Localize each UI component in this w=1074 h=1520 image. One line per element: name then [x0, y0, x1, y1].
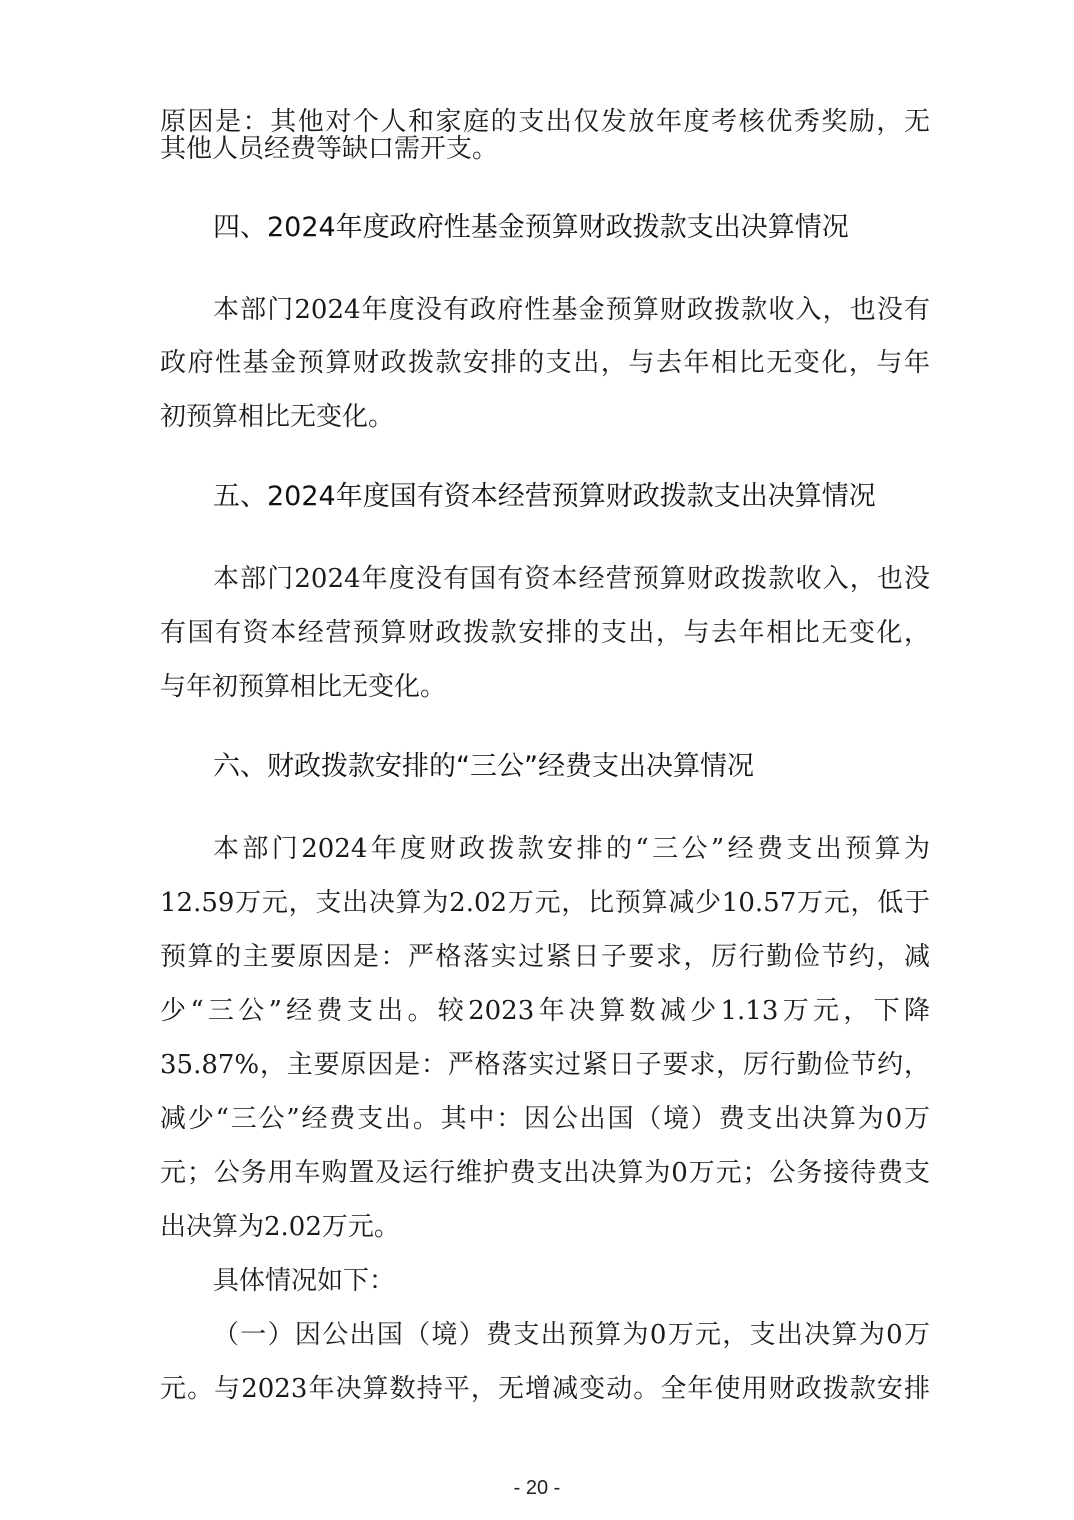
paragraph-line: 出决算为2.02万元。 [160, 1212, 400, 1242]
paragraph-line: 预算的主要原因是：严格落实过紧日子要求，厉行勤俭节约，减 [160, 942, 930, 972]
paragraph-line: 元。与2023年决算数持平，无增减变动。全年使用财政拨款安排 [160, 1374, 930, 1404]
paragraph-line: （一）因公出国（境）费支出预算为0万元，支出决算为0万 [213, 1320, 930, 1350]
paragraph-line: 12.59万元，支出决算为2.02万元，比预算减少10.57万元，低于 [160, 888, 930, 918]
paragraph-line: 35.87%，主要原因是：严格落实过紧日子要求，厉行勤俭节约， [160, 1050, 930, 1080]
paragraph-line: 本部门2024年度没有国有资本经营预算财政拨款收入，也没 [213, 564, 930, 594]
section-heading-6: 六、财政拨款安排的“三公”经费支出决算情况 [213, 751, 754, 782]
paragraph-line: 减少“三公”经费支出。其中：因公出国（境）费支出决算为0万 [160, 1104, 930, 1134]
paragraph-line: 原因是：其他对个人和家庭的支出仅发放年度考核优秀奖励，无 [160, 107, 930, 137]
paragraph-line: 政府性基金预算财政拨款安排的支出，与去年相比无变化，与年 [160, 348, 930, 378]
paragraph-line: 与年初预算相比无变化。 [160, 672, 447, 702]
section-heading-4: 四、2024年度政府性基金预算财政拨款支出决算情况 [213, 212, 849, 243]
section-heading-5: 五、2024年度国有资本经营预算财政拨款支出决算情况 [213, 481, 876, 512]
paragraph-line: 初预算相比无变化。 [160, 402, 395, 432]
paragraph-line: 本部门2024年度没有政府性基金预算财政拨款收入，也没有 [213, 295, 930, 325]
paragraph-line: 元；公务用车购置及运行维护费支出决算为0万元；公务接待费支 [160, 1158, 930, 1188]
paragraph-line: 本部门2024年度财政拨款安排的“三公”经费支出预算为 [213, 834, 930, 864]
paragraph-line: 具体情况如下： [213, 1266, 396, 1296]
page-number: - 20 - [513, 1477, 561, 1499]
paragraph-line: 有国有资本经营预算财政拨款安排的支出，与去年相比无变化， [160, 618, 930, 648]
paragraph-line: 其他人员经费等缺口需开支。 [160, 134, 499, 164]
paragraph-line: 少“三公”经费支出。较2023年决算数减少1.13万元，下降 [160, 996, 930, 1026]
